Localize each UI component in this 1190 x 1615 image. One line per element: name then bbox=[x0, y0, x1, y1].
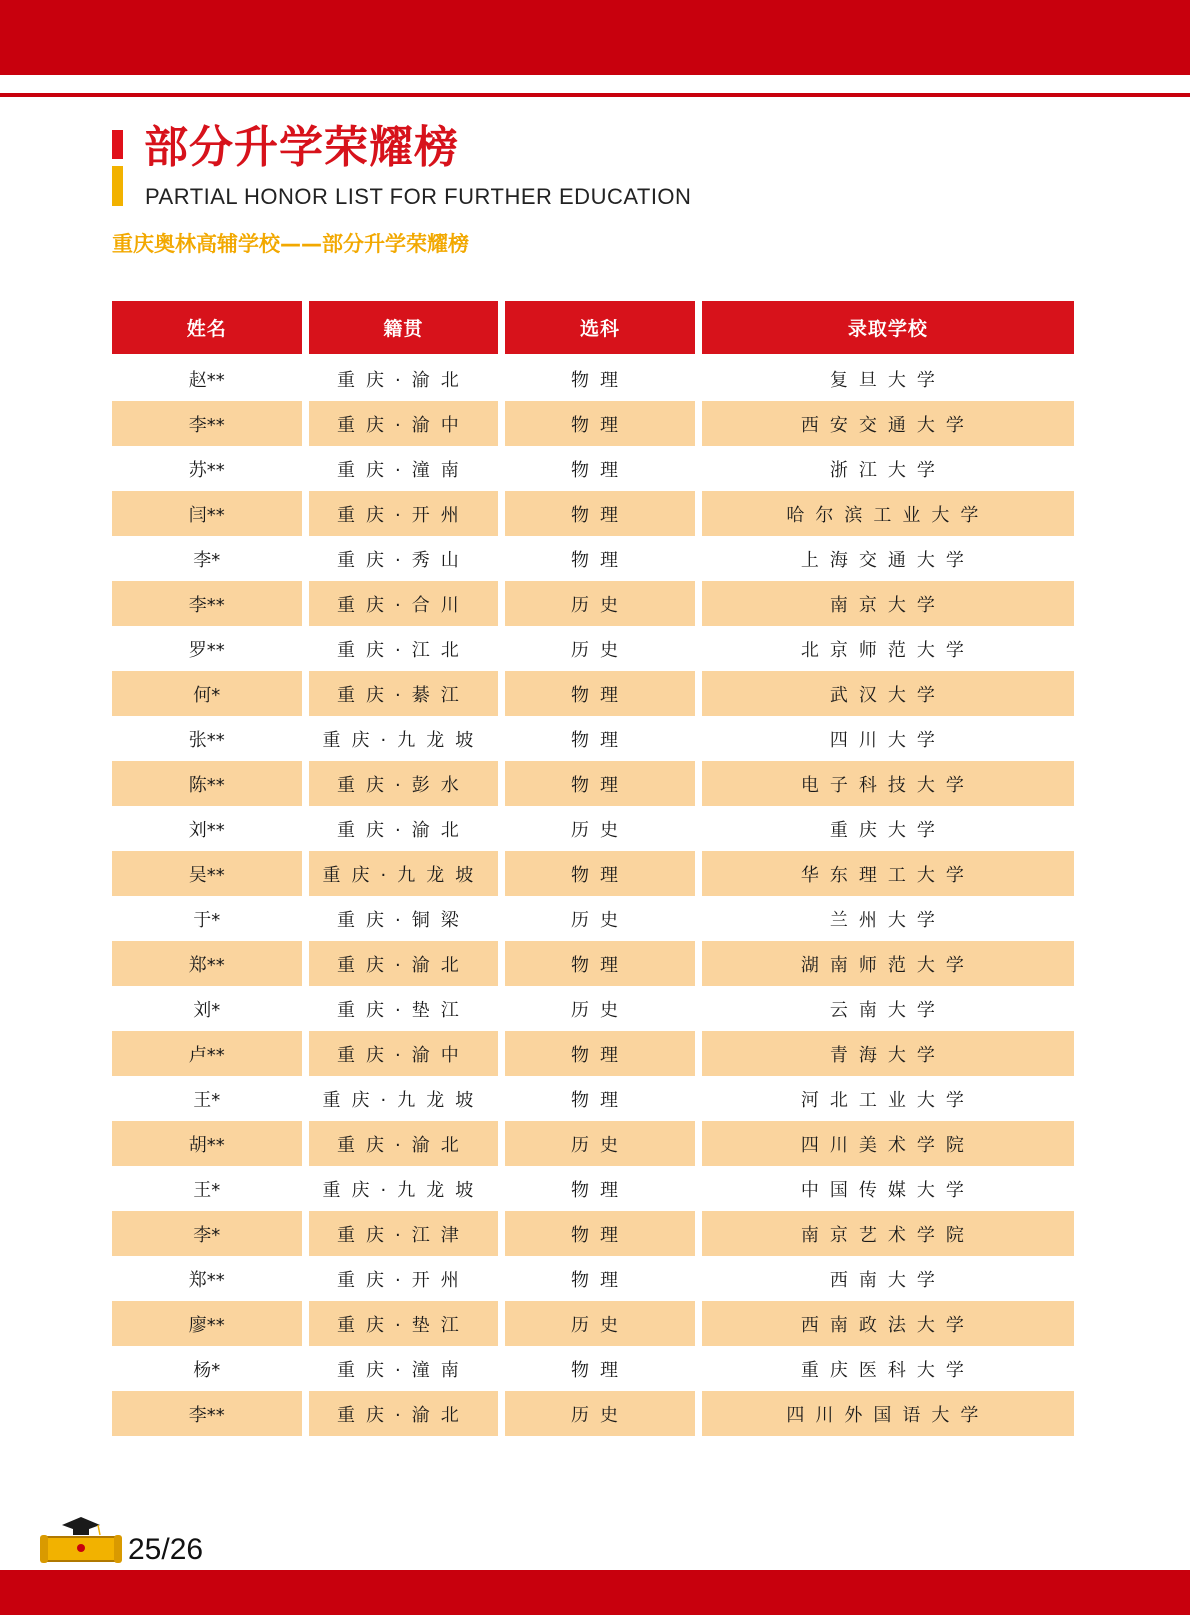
cell-hometown: 重庆·渝中 bbox=[309, 1031, 499, 1076]
cell-school: 上海交通大学 bbox=[800, 549, 975, 571]
cell-hometown: 重庆·潼南 bbox=[337, 1359, 470, 1381]
table-row bbox=[112, 401, 1074, 446]
column-header-name: 姓名 bbox=[112, 301, 302, 354]
page-number: 25/26 bbox=[128, 1533, 204, 1566]
cell-name: 刘** bbox=[188, 819, 225, 841]
cell-school: 湖南师范大学 bbox=[702, 941, 1074, 986]
table-row bbox=[112, 761, 1074, 806]
cell-subject: 物理 bbox=[570, 1359, 629, 1381]
cell-school: 青海大学 bbox=[702, 1031, 1074, 1076]
cell-school: 华东理工大学 bbox=[702, 851, 1074, 896]
cell-name: 吴** bbox=[112, 851, 302, 896]
page-subtitle: 重庆奥林高辅学校——部分升学荣耀榜 bbox=[112, 232, 469, 256]
cell-school: 西南大学 bbox=[829, 1269, 946, 1291]
cell-subject: 物理 bbox=[570, 459, 629, 481]
cell-school: 重庆医科大学 bbox=[800, 1359, 975, 1381]
cell-subject: 物理 bbox=[570, 1179, 629, 1201]
column-header-school: 录取学校 bbox=[702, 301, 1074, 354]
cell-school: 西安交通大学 bbox=[702, 401, 1074, 446]
honor-table bbox=[112, 301, 1074, 1436]
cell-hometown: 重庆·九龙坡 bbox=[309, 851, 499, 896]
cell-name: 闫** bbox=[112, 491, 302, 536]
cell-hometown: 重庆·渝北 bbox=[309, 1121, 499, 1166]
page-title: 部分升学荣耀榜 bbox=[144, 122, 459, 173]
table-row bbox=[112, 1346, 1074, 1391]
table-row bbox=[112, 671, 1074, 716]
cell-school: 武汉大学 bbox=[702, 671, 1074, 716]
cell-hometown: 重庆·渝中 bbox=[309, 401, 499, 446]
table-header-row bbox=[112, 301, 1074, 354]
table-row bbox=[112, 1121, 1074, 1166]
table-row bbox=[112, 1391, 1074, 1436]
table-row bbox=[112, 1301, 1074, 1346]
cell-school: 四川美术学院 bbox=[702, 1121, 1074, 1166]
cell-subject: 物理 bbox=[570, 369, 629, 391]
cell-hometown: 重庆·九龙坡 bbox=[322, 729, 485, 751]
cell-subject: 历史 bbox=[505, 1121, 695, 1166]
cell-name: 郑** bbox=[112, 941, 302, 986]
cell-school: 河北工业大学 bbox=[800, 1089, 975, 1111]
cell-name: 王* bbox=[193, 1179, 221, 1201]
cell-name: 胡** bbox=[112, 1121, 302, 1166]
cell-school: 兰州大学 bbox=[829, 909, 946, 931]
cell-hometown: 重庆·九龙坡 bbox=[322, 1089, 485, 1111]
page-title-english: PARTIAL HONOR LIST FOR FURTHER EDUCATION bbox=[145, 184, 692, 209]
cell-hometown: 重庆·彭水 bbox=[309, 761, 499, 806]
cell-name: 卢** bbox=[112, 1031, 302, 1076]
table-row bbox=[112, 1166, 1074, 1211]
cell-subject: 物理 bbox=[505, 1211, 695, 1256]
cell-name: 李** bbox=[112, 581, 302, 626]
cell-hometown: 重庆·开州 bbox=[337, 1269, 470, 1291]
graduation-cap-scroll-icon bbox=[40, 1515, 122, 1565]
cell-name: 李* bbox=[193, 549, 221, 571]
table-row bbox=[112, 1211, 1074, 1256]
cell-school: 哈尔滨工业大学 bbox=[702, 491, 1074, 536]
cell-hometown: 重庆·江津 bbox=[309, 1211, 499, 1256]
table-row bbox=[112, 851, 1074, 896]
cell-school: 电子科技大学 bbox=[702, 761, 1074, 806]
table-row bbox=[112, 356, 1074, 401]
cell-subject: 物理 bbox=[505, 761, 695, 806]
top-divider bbox=[0, 93, 1190, 97]
cell-hometown: 重庆·铜梁 bbox=[337, 909, 470, 931]
cell-subject: 历史 bbox=[505, 1301, 695, 1346]
cell-subject: 历史 bbox=[570, 819, 629, 841]
cell-subject: 物理 bbox=[505, 941, 695, 986]
cell-subject: 物理 bbox=[505, 1031, 695, 1076]
cell-school: 中国传媒大学 bbox=[800, 1179, 975, 1201]
cell-subject: 物理 bbox=[505, 491, 695, 536]
cell-subject: 物理 bbox=[570, 1269, 629, 1291]
cell-name: 李* bbox=[112, 1211, 302, 1256]
title-accent-red bbox=[112, 130, 123, 159]
table-row bbox=[112, 1031, 1074, 1076]
cell-hometown: 重庆·秀山 bbox=[337, 549, 470, 571]
table-row bbox=[112, 446, 1074, 491]
cell-school: 四川大学 bbox=[829, 729, 946, 751]
table-row bbox=[112, 896, 1074, 941]
cell-subject: 历史 bbox=[505, 1391, 695, 1436]
cell-name: 杨* bbox=[193, 1359, 221, 1381]
cell-name: 李** bbox=[112, 401, 302, 446]
cell-name: 廖** bbox=[112, 1301, 302, 1346]
table-row bbox=[112, 986, 1074, 1031]
cell-school: 西南政法大学 bbox=[702, 1301, 1074, 1346]
cell-name: 郑** bbox=[188, 1269, 225, 1291]
bottom-banner bbox=[0, 1570, 1190, 1615]
cell-hometown: 重庆·渝北 bbox=[309, 1391, 499, 1436]
cell-school: 复旦大学 bbox=[829, 369, 946, 391]
cell-hometown: 重庆·江北 bbox=[337, 639, 470, 661]
cell-subject: 历史 bbox=[570, 639, 629, 661]
table-row bbox=[112, 1256, 1074, 1301]
cell-subject: 历史 bbox=[570, 909, 629, 931]
cell-name: 陈** bbox=[112, 761, 302, 806]
table-row bbox=[112, 491, 1074, 536]
cell-name: 罗** bbox=[188, 639, 225, 661]
table-row bbox=[112, 1076, 1074, 1121]
table-row bbox=[112, 536, 1074, 581]
cell-subject: 物理 bbox=[505, 401, 695, 446]
cell-school: 北京师范大学 bbox=[800, 639, 975, 661]
cell-name: 何* bbox=[112, 671, 302, 716]
table-row bbox=[112, 941, 1074, 986]
cell-name: 李** bbox=[112, 1391, 302, 1436]
cell-hometown: 重庆·綦江 bbox=[309, 671, 499, 716]
cell-name: 张** bbox=[188, 729, 225, 751]
cell-hometown: 重庆·合川 bbox=[309, 581, 499, 626]
column-header-subject: 选科 bbox=[505, 301, 695, 354]
cell-subject: 物理 bbox=[570, 1089, 629, 1111]
cell-hometown: 重庆·潼南 bbox=[337, 459, 470, 481]
cell-school: 重庆大学 bbox=[829, 819, 946, 841]
cell-subject: 物理 bbox=[570, 549, 629, 571]
column-header-hometown: 籍贯 bbox=[309, 301, 499, 354]
cell-hometown: 重庆·垫江 bbox=[337, 999, 470, 1021]
cell-name: 王* bbox=[193, 1089, 221, 1111]
cell-name: 于* bbox=[193, 909, 221, 931]
title-accent-yellow bbox=[112, 166, 123, 206]
cell-name: 苏** bbox=[188, 459, 225, 481]
table-row bbox=[112, 806, 1074, 851]
table-row bbox=[112, 716, 1074, 761]
cell-school: 南京艺术学院 bbox=[702, 1211, 1074, 1256]
cell-hometown: 重庆·渝北 bbox=[337, 369, 470, 391]
cell-school: 四川外国语大学 bbox=[702, 1391, 1074, 1436]
table-body bbox=[112, 356, 1074, 1436]
cell-school: 云南大学 bbox=[829, 999, 946, 1021]
cell-hometown: 重庆·开州 bbox=[309, 491, 499, 536]
top-banner bbox=[0, 0, 1190, 75]
cell-subject: 物理 bbox=[570, 729, 629, 751]
cell-hometown: 重庆·渝北 bbox=[337, 819, 470, 841]
cell-subject: 历史 bbox=[570, 999, 629, 1021]
cell-subject: 物理 bbox=[505, 851, 695, 896]
cell-hometown: 重庆·垫江 bbox=[309, 1301, 499, 1346]
cell-subject: 物理 bbox=[505, 671, 695, 716]
cell-hometown: 重庆·九龙坡 bbox=[322, 1179, 485, 1201]
cell-subject: 历史 bbox=[505, 581, 695, 626]
cell-name: 赵** bbox=[188, 369, 225, 391]
cell-school: 浙江大学 bbox=[829, 459, 946, 481]
table-row bbox=[112, 581, 1074, 626]
table-row bbox=[112, 626, 1074, 671]
cell-hometown: 重庆·渝北 bbox=[309, 941, 499, 986]
cell-name: 刘* bbox=[193, 999, 221, 1021]
cell-school: 南京大学 bbox=[702, 581, 1074, 626]
